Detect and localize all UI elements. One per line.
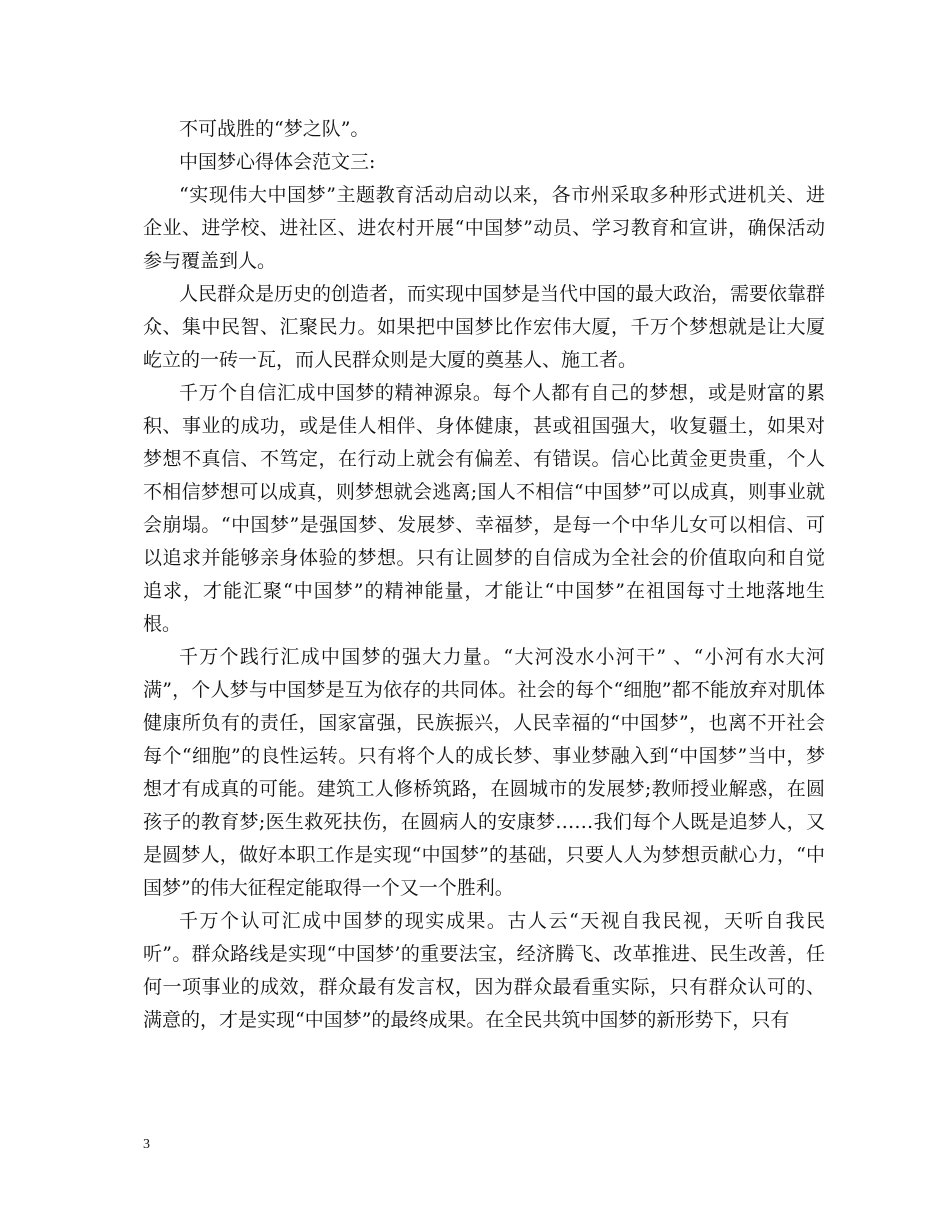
paragraph-6: 千万个践行汇成中国梦的强大力量。“大河没水小河干” 、“小河有水大河满”，个人梦与中国梦是互为依存的共同体。社会的每个“细胞”都不能放弃对肌体健康所负有的责任，国家富强，民族振兴，人民幸福的“中国梦”，也离不开社会每个“细胞”的良性运转。只有将个人的成长梦、事业梦融入到“中国梦”当中，梦想才有成真的可能。建筑工人修桥筑路，在圆城市的发展梦;教师授业解惑，在圆孩子的教育梦;医生救死扶伤，在圆病人的安康梦……我们每个人既是追梦人，又是圆梦人，做好本职工作是实现“中国梦”的基础，只要人人为梦想贡献心力，“中国梦”的伟大征程定能取得一个又一个胜利。 (143, 646, 825, 899)
paragraph-2: 中国梦心得体会范文三: (179, 151, 376, 173)
paragraph-3: “实现伟大中国梦”主题教育活动启动以来，各市州采取多种形式进机关、进企业、进学校、进社区、进农村开展“中国梦”动员、学习教育和宣讲，确保活动参与覆盖到人。 (143, 184, 825, 272)
page-number: 3 (143, 1137, 150, 1152)
paragraph-5: 千万个自信汇成中国梦的精神源泉。每个人都有自己的梦想，或是财富的累积、事业的成功，或是佳人相伴、身体健康，甚或祖国强大，收复疆土，如果对梦想不真信、不笃定，在行动上就会有偏差、有错误。信心比黄金更贵重，个人不相信梦想可以成真，则梦想就会逃离;国人不相信“中国梦”可以成真，则事业就会崩塌。“中国梦”是强国梦、发展梦、幸福梦，是每一个中华儿女可以相信、可以追求并能够亲身体验的梦想。只有让圆梦的自信成为全社会的价值取向和自觉追求，才能汇聚“中国梦”的精神能量，才能让“中国梦”在祖国每寸土地落地生根。 (143, 382, 825, 635)
paragraph-7: 千万个认可汇成中国梦的现实成果。古人云“天视自我民视，天听自我民听”。群众路线是实现“中国梦’的重要法宝，经济腾飞、改革推进、民生改善，任何一项事业的成效，群众最有发言权，因为群众最看重实际，只有群众认可的、满意的，才是实现“中国梦”的最终成果。在全民共筑中国梦的新形势下，只有 (143, 910, 825, 1031)
paragraph-4: 人民群众是历史的创造者，而实现中国梦是当代中国的最大政治，需要依靠群众、集中民智、汇聚民力。如果把中国梦比作宏伟大厦，千万个梦想就是让大厦屹立的一砖一瓦，而人民群众则是大厦的奠基人、施工者。 (143, 283, 826, 371)
document-body (143, 113, 825, 1037)
paragraph-1: 不可战胜的“梦之队”。 (179, 118, 370, 140)
